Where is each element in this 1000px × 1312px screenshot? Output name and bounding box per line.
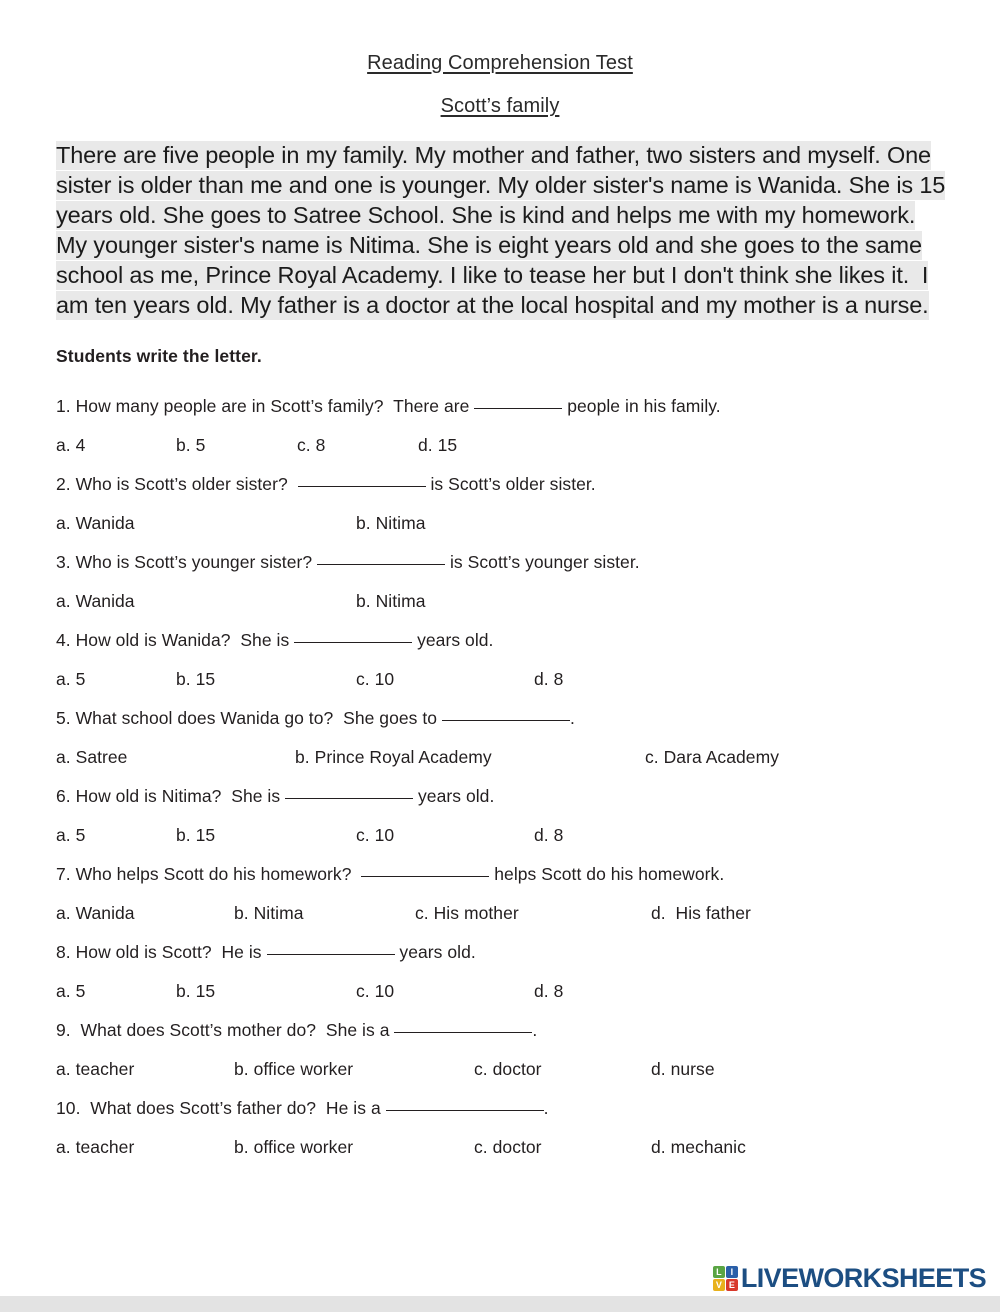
option-row bbox=[56, 972, 1000, 1011]
footer-divider bbox=[0, 1296, 1000, 1312]
answer-option[interactable]: b. office worker bbox=[234, 1137, 354, 1157]
question-prompt-before: 1. How many people are in Scott’s family? There are bbox=[56, 396, 475, 416]
answer-blank[interactable] bbox=[285, 798, 413, 799]
logo-tile-i: I bbox=[726, 1266, 738, 1278]
question-prompt-after: . bbox=[543, 1098, 549, 1118]
option-row bbox=[56, 1128, 1000, 1167]
answer-option[interactable]: b. Nitima bbox=[234, 903, 304, 923]
answer-option[interactable]: d. nurse bbox=[651, 1059, 715, 1079]
question-prompt-before: 2. Who is Scott’s older sister? bbox=[56, 474, 298, 494]
passage-line bbox=[56, 200, 946, 230]
question-list bbox=[0, 387, 1000, 1167]
answer-option[interactable]: d. His father bbox=[651, 903, 751, 923]
question-block bbox=[56, 621, 1000, 699]
question-prompt bbox=[56, 1089, 1000, 1128]
answer-blank[interactable] bbox=[267, 954, 395, 955]
answer-option[interactable]: c. doctor bbox=[474, 1059, 542, 1079]
question-prompt-before: 4. How old is Wanida? She is bbox=[56, 630, 295, 650]
answer-blank[interactable] bbox=[361, 876, 489, 877]
passage-line bbox=[56, 290, 946, 320]
answer-option[interactable]: b. Nitima bbox=[356, 591, 426, 611]
reading-passage bbox=[0, 140, 1000, 320]
question-block bbox=[56, 699, 1000, 777]
passage-line-text: There are five people in my family. My mother and father, two sisters and myself. One bbox=[56, 142, 931, 168]
passage-line bbox=[56, 260, 946, 290]
page-title-row bbox=[0, 52, 1000, 75]
question-prompt-before: 6. How old is Nitima? She is bbox=[56, 786, 286, 806]
option-row bbox=[56, 582, 1000, 621]
answer-option[interactable]: d. 8 bbox=[534, 669, 564, 689]
question-prompt-after: people in his family. bbox=[562, 396, 721, 416]
option-row bbox=[56, 1050, 1000, 1089]
passage-line-text: years old. She goes to Satree School. She is kind and helps me with my homework. bbox=[56, 202, 916, 228]
answer-option[interactable]: a. Wanida bbox=[56, 591, 135, 611]
answer-blank[interactable] bbox=[317, 564, 445, 565]
option-row bbox=[56, 660, 1000, 699]
answer-option[interactable]: b. Prince Royal Academy bbox=[295, 747, 492, 767]
answer-option[interactable]: c. 10 bbox=[356, 981, 395, 1001]
answer-option[interactable]: b. 15 bbox=[176, 669, 216, 689]
question-prompt-before: 3. Who is Scott’s younger sister? bbox=[56, 552, 318, 572]
passage-line bbox=[56, 140, 946, 170]
question-prompt-after: years old. bbox=[412, 630, 494, 650]
answer-option[interactable]: c. His mother bbox=[415, 903, 519, 923]
answer-blank[interactable] bbox=[294, 642, 412, 643]
answer-option[interactable]: c. 8 bbox=[297, 435, 326, 455]
logo-tile-v: V bbox=[713, 1279, 725, 1291]
question-prompt-after: is Scott’s older sister. bbox=[425, 474, 596, 494]
logo-tile-l: L bbox=[713, 1266, 725, 1278]
question-prompt bbox=[56, 387, 1000, 426]
answer-blank[interactable] bbox=[386, 1110, 544, 1111]
answer-option[interactable]: c. 10 bbox=[356, 669, 395, 689]
passage-line bbox=[56, 170, 946, 200]
question-block bbox=[56, 1089, 1000, 1167]
answer-option[interactable]: c. doctor bbox=[474, 1137, 542, 1157]
question-prompt bbox=[56, 465, 1000, 504]
option-row bbox=[56, 816, 1000, 855]
question-prompt bbox=[56, 855, 1000, 894]
question-prompt bbox=[56, 621, 1000, 660]
question-prompt-after: helps Scott do his homework. bbox=[489, 864, 725, 884]
question-prompt-after: years old. bbox=[413, 786, 495, 806]
passage-line-text: am ten years old. My father is a doctor at the local hospital and my mother is a nurse. bbox=[56, 292, 929, 318]
answer-option[interactable]: d. mechanic bbox=[651, 1137, 746, 1157]
answer-blank[interactable] bbox=[474, 408, 562, 409]
question-prompt bbox=[56, 933, 1000, 972]
logo-tile-e: E bbox=[726, 1279, 738, 1291]
option-row bbox=[56, 894, 1000, 933]
answer-option[interactable]: a. teacher bbox=[56, 1137, 135, 1157]
answer-option[interactable]: d. 15 bbox=[418, 435, 458, 455]
question-block bbox=[56, 777, 1000, 855]
answer-blank[interactable] bbox=[394, 1032, 532, 1033]
passage-line-text: My younger sister's name is Nitima. She is eight years old and she goes to the same bbox=[56, 232, 922, 258]
question-prompt-after: is Scott’s younger sister. bbox=[445, 552, 640, 572]
instruction-text: Students write the letter. bbox=[56, 346, 262, 366]
answer-option[interactable]: a. Wanida bbox=[56, 513, 135, 533]
answer-option[interactable]: b. 5 bbox=[176, 435, 206, 455]
question-prompt bbox=[56, 777, 1000, 816]
question-prompt-before: 8. How old is Scott? He is bbox=[56, 942, 267, 962]
answer-option[interactable]: a. Wanida bbox=[56, 903, 135, 923]
answer-option[interactable]: b. office worker bbox=[234, 1059, 354, 1079]
question-prompt-before: 10. What does Scott’s father do? He is a bbox=[56, 1098, 386, 1118]
logo-wordmark: LIVEWORKSHEETS bbox=[740, 1263, 986, 1293]
answer-option[interactable]: c. Dara Academy bbox=[645, 747, 779, 767]
passage-line bbox=[56, 230, 946, 260]
answer-option[interactable]: d. 8 bbox=[534, 825, 564, 845]
page-subtitle: Scott’s family bbox=[440, 95, 560, 117]
question-block bbox=[56, 855, 1000, 933]
answer-option[interactable]: a. 5 bbox=[56, 825, 86, 845]
question-prompt-after: . bbox=[569, 708, 575, 728]
question-prompt-before: 7. Who helps Scott do his homework? bbox=[56, 864, 362, 884]
liveworksheets-logo[interactable] bbox=[713, 1263, 986, 1294]
answer-option[interactable]: a. 5 bbox=[56, 981, 86, 1001]
answer-option[interactable]: a. teacher bbox=[56, 1059, 135, 1079]
question-prompt bbox=[56, 1011, 1000, 1050]
answer-blank[interactable] bbox=[442, 720, 570, 721]
question-block bbox=[56, 933, 1000, 1011]
question-block bbox=[56, 543, 1000, 621]
answer-option[interactable]: b. 15 bbox=[176, 825, 216, 845]
answer-option[interactable]: a. Satree bbox=[56, 747, 128, 767]
answer-option[interactable]: d. 8 bbox=[534, 981, 564, 1001]
page-footer bbox=[0, 1263, 1000, 1312]
question-block bbox=[56, 387, 1000, 465]
question-prompt bbox=[56, 699, 1000, 738]
answer-option[interactable]: b. Nitima bbox=[356, 513, 426, 533]
question-prompt-before: 5. What school does Wanida go to? She goes to bbox=[56, 708, 442, 728]
page-subtitle-row bbox=[0, 95, 1000, 118]
logo-tiles bbox=[713, 1266, 738, 1291]
passage-line-text: sister is older than me and one is younger. My older sister's name is Wanida. She is 15 bbox=[56, 172, 946, 198]
question-block bbox=[56, 465, 1000, 543]
option-row bbox=[56, 504, 1000, 543]
option-row bbox=[56, 738, 1000, 777]
answer-option[interactable]: c. 10 bbox=[356, 825, 395, 845]
answer-option[interactable]: a. 5 bbox=[56, 669, 86, 689]
passage-line-text: school as me, Prince Royal Academy. I like to tease her but I don't think she likes it. I bbox=[56, 262, 929, 288]
answer-option[interactable]: a. 4 bbox=[56, 435, 86, 455]
question-prompt bbox=[56, 543, 1000, 582]
question-prompt-after: . bbox=[532, 1020, 538, 1040]
page-title: Reading Comprehension Test bbox=[367, 52, 633, 74]
question-prompt-before: 9. What does Scott’s mother do? She is a bbox=[56, 1020, 395, 1040]
question-prompt-after: years old. bbox=[394, 942, 476, 962]
option-row bbox=[56, 426, 1000, 465]
title-block bbox=[0, 0, 1000, 118]
question-block bbox=[56, 1011, 1000, 1089]
answer-option[interactable]: b. 15 bbox=[176, 981, 216, 1001]
answer-blank[interactable] bbox=[298, 486, 426, 487]
